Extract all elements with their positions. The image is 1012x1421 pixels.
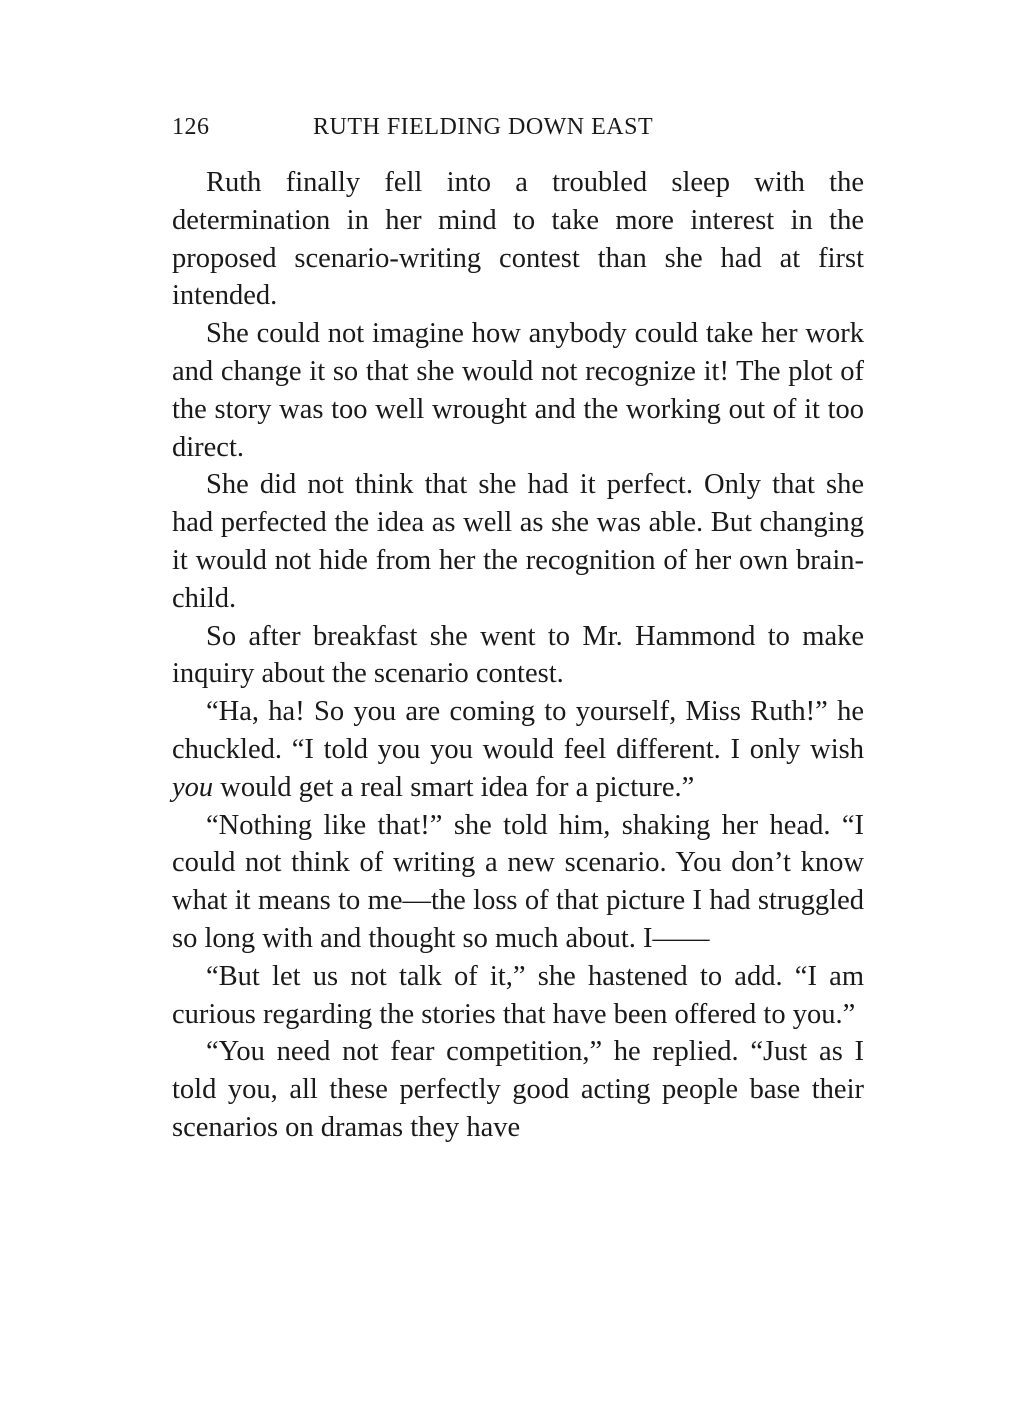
paragraph-text: “Ha, ha! So you are coming to yourself, Miss Ruth!” he chuckled. “I told you you would feel different. I only wish [172, 696, 864, 765]
paragraph: She did not think that she had it perfect. Only that she had perfected the idea as well as she was able. But changing it would not hide from her the recognition of her own brain-child. [172, 469, 864, 614]
paragraph: “Nothing like that!” she told him, shaking her head. “I could not think of writing a new scenario. You don’t know what it means to me—the loss of that picture I had struggled so long with and thought so much about. I—— [172, 809, 864, 954]
running-title: RUTH FIELDING DOWN EAST [313, 114, 654, 140]
page-header [172, 110, 732, 144]
page-number: 126 [172, 114, 210, 140]
paragraph: “You need not fear competition,” he replied. “Just as I told you, all these perfectly good acting people base their scenarios on dramas they have [172, 1036, 864, 1143]
emphasized-word: you [172, 771, 214, 803]
body-text [172, 164, 864, 1147]
paragraph: She could not imagine how anybody could take her work and change it so that she would not recognize it! The plot of the story was too well wrought and the working out of it too direct. [172, 318, 864, 463]
paragraph: “But let us not talk of it,” she hastened to add. “I am curious regarding the stories that have been offered to you.” [172, 960, 864, 1030]
paragraph-text: would get a real smart idea for a picture.” [213, 771, 695, 803]
paragraph: Ruth finally fell into a troubled sleep with the determination in her mind to take more interest in the proposed scenario-writing contest than she had at first intended. [172, 167, 864, 312]
paragraph [172, 693, 864, 806]
paragraph: So after breakfast she went to Mr. Hammond to make inquiry about the scenario contest. [172, 620, 864, 690]
